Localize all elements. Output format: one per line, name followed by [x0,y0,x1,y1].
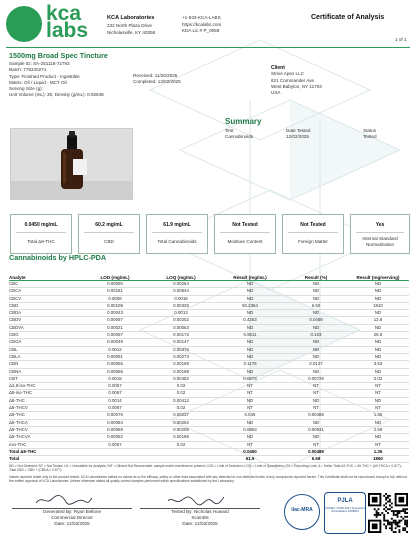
table-cell: 6.50 [285,302,347,309]
table-cell: 0.4253 [215,317,285,324]
handwritten-signature-icon [166,493,226,507]
table-cell: NT [215,390,285,397]
table-cell: 0.02 [147,390,215,397]
table-cell: CBGA [9,339,83,346]
table-cell: 0.9511 [215,332,285,339]
table-cell: 0.00544 [147,288,215,295]
table-cell: ND [215,434,285,441]
table-cell: 1.35 [347,448,409,455]
handwritten-signature-icon [34,493,94,507]
table-cell: ND [285,397,347,404]
table-cell: ND [215,346,285,353]
table-cell: CBN [9,361,83,368]
table-cell: 0.00147 [147,339,215,346]
cannabinoids-table [9,266,409,463]
table-row [9,295,409,302]
table-cell: 0.00084 [83,419,147,426]
table-cell [83,456,147,463]
signature-block-tested [140,509,260,527]
pjla-accreditation: ISO/IEC 17025:2017 Accredited [325,506,365,510]
lab-address [107,23,155,36]
table-cell: NT [347,383,409,390]
table-cell: 0.0014 [83,397,147,404]
lab-license: KDA Lic.# P_0058 [182,28,220,33]
table-cell: 6.68 [285,456,347,463]
table-cell: 0.00186 [147,434,215,441]
box-label: Total Cannabinoids [157,239,197,244]
signer-date: Date: 12/02/2025 [54,521,90,526]
column-header: Result (mg/serving) [347,266,409,281]
address-line-1: 232 North Plaza Drive [107,23,152,28]
table-cell: 0.0127 [285,361,347,368]
lab-website[interactable]: https://kcalabs.com [182,21,222,27]
table-cell: ND [347,281,409,288]
cannabinoids-title: Cannabinoids by HPLC-PDA [9,253,107,262]
table-cell: 0.0067 [83,390,147,397]
table-cell: CBDA [9,310,83,317]
ilac-text: ilac-MRA [291,507,313,513]
logo-text-bottom: labs [46,19,89,42]
table-cell: 1810 [347,302,409,309]
table-cell: 0.0018 [147,295,215,302]
table-row [9,339,409,346]
column-header: Result (%) [285,266,347,281]
box-divider [84,232,134,233]
table-cell: Δ8-THC [9,397,83,404]
table-cell: 0.00108 [83,302,147,309]
table-cell: Δ8-iso-THC [9,390,83,397]
table-row [9,346,409,353]
table-cell: Δ4,8-iso-THC [9,383,83,390]
table-row [9,426,409,433]
table-cell: ND [215,353,285,360]
box-value: 61.9 mg/mL [163,222,191,228]
table-cell: 0.00273 [147,353,215,360]
summary-test-header: Test [225,128,234,133]
table-cell: ND [285,368,347,375]
cannabinoids-table-body [9,281,409,463]
table-cell: ND [285,324,347,331]
table-cell: ND [285,339,347,346]
column-header: LOD (mg/mL) [83,266,147,281]
table-cell: 0.00325 [147,302,215,309]
table-cell: ND [215,281,285,288]
table-total-row [9,456,409,463]
table-cell: 0.0015 [83,375,147,382]
header-divider [6,47,410,48]
table-cell: Total Δ9-THC [9,448,83,455]
table-cell: ND [285,288,347,295]
table-row [9,397,409,404]
table-total-row [9,448,409,455]
table-cell: CBD [9,302,83,309]
summary-test-column [225,128,253,141]
table-cell: 0.00067 [83,317,147,324]
table-cell: ND [347,419,409,426]
table-cell: NT [347,441,409,448]
table-cell: CBDVA [9,324,83,331]
qr-code-icon[interactable] [368,493,408,533]
summary-title: Summary [225,117,262,126]
result-box-total-cannabinoids [146,214,208,254]
table-cell: 0.0067 [83,383,147,390]
table-cell: ND [285,281,347,288]
unit-volume: Unit Volume (mL): 30, Density (g/mL): 0.92648 [9,92,104,98]
summary-status-header: Status [363,128,377,133]
table-cell: ND [347,368,409,375]
result-box-foreign-matter [282,214,344,254]
table-cell: ND [347,346,409,353]
table-cell: 0.0012 [83,346,147,353]
pjla-text: PJLA [337,498,353,504]
column-header: LOQ (mg/mL) [147,266,215,281]
table-cell: 0.0067 [83,441,147,448]
table-cell: ND [285,419,347,426]
box-divider [16,232,66,233]
table-cell: ND [215,397,285,404]
table-cell: 0.0673 [215,375,285,382]
table-cell: Δ9-THC [9,412,83,419]
table-cell: NT [215,441,285,448]
product-info [9,61,104,99]
table-cell: 0.00486 [285,412,347,419]
table-cell: 0.0006 [83,295,147,302]
table-cell: 0.00726 [285,375,347,382]
tincture-bottle-image [11,129,132,199]
table-cell [83,448,147,455]
box-value: Not Tested [232,222,258,228]
table-cell: Δ9-THCA [9,419,83,426]
page-number: 1 of 1 [395,37,407,42]
summary-test-value: Cannabinoids [225,134,254,140]
table-cell: 0.00412 [147,397,215,404]
table-cell: ND [215,419,285,426]
ilac-mra-badge [284,494,320,530]
table-row [9,281,409,288]
table-row [9,310,409,317]
summary-date-header: Date Tested [286,128,311,133]
table-row [9,383,409,390]
signer-role: Scientist [191,515,209,520]
client-line: West Babylon, NY 11704 [271,83,322,89]
table-cell: 0.00169 [147,361,215,368]
sample-id: Sample ID: SA-251118-72793 [9,61,70,66]
table-cell: Total [9,456,83,463]
table-row [9,390,409,397]
client-line: USA [271,90,281,96]
table-cell: 0.00202 [147,317,215,324]
table-row [9,441,409,448]
table-row [9,405,409,412]
table-cell: ND [285,310,347,317]
dates [133,73,181,86]
table-cell: 0.00049 [83,339,147,346]
table-cell: ND [347,288,409,295]
product-photo [10,128,133,200]
table-cell: NT [285,390,347,397]
document-title: Certificate of Analysis [311,14,385,21]
signer-name: Generated By: Ryan Bellone [42,509,102,514]
signer-role: Commercial Director [51,515,93,520]
summary-date-column [286,128,310,141]
table-footnote: ND = Not Detected; NT = Not Tested; LN = Unsuitable for Analysis; INF = Diluted Not Recoverable; sample matrix interference present; LOD = Limit of Detection; LOQ = Limit of Quantitation; RL = Reporting Limit; Δ = Delta; Total Δ9-THC = Δ9-THC + (Δ9-THCA × 0.877); Total CBD = CBD + (CBDA × 0.877) [9,464,402,473]
table-cell: 0.00076 [83,412,147,419]
box-divider [356,232,405,233]
table-cell: 0.02 [147,405,215,412]
table-cell: CBT [9,375,83,382]
table-cell: 0.00056 [83,361,147,368]
table-cell: exo-THC [9,441,83,448]
table-row [9,412,409,419]
table-row [9,419,409,426]
box-label: Moisture Content [227,239,263,244]
client-line: 621 Commander Ave [271,77,315,83]
table-cell: 0.00172 [147,332,215,339]
product-type: Type: Finished Product - Ingestible [9,73,80,79]
table-cell: ND [215,288,285,295]
table-cell: ND [285,434,347,441]
table-cell: 0.00057 [83,332,147,339]
table-cell: 0.0459 [285,317,347,324]
table-cell: 0.00091 [83,353,147,360]
table-cell: CBC [9,281,83,288]
result-box-cbd [78,214,140,254]
client-info [271,65,322,96]
signature-block-generated [12,509,132,527]
table-cell: 0.045 [215,412,285,419]
table-cell: 3.53 [347,361,409,368]
table-cell: 2.59 [347,426,409,433]
result-box-normalization [350,214,410,254]
box-value: Yes [375,222,385,228]
table-cell: 2.02 [347,375,409,382]
table-cell: 61.9 [215,456,285,463]
product-title: 1500mg Broad Spec Tincture [9,51,108,60]
table-row [9,332,409,339]
lab-phone: +1-833-KCA-LABS [182,15,221,20]
batch: Batch: 778240271 [9,67,47,73]
table-cell: NT [285,383,347,390]
table-cell: 0.00264 [147,281,215,288]
kca-logo-text [46,2,106,42]
table-cell: 0.00063 [147,324,215,331]
table-cell: 0.00486 [285,448,347,455]
table-cell: 0.00181 [83,288,147,295]
box-label: Total Δ9-THC [27,239,55,244]
table-cell: NT [215,383,285,390]
table-row [9,317,409,324]
table-row [9,434,409,441]
summary-status-value: Tested [363,134,377,140]
table-cell: ND [347,324,409,331]
table-cell: ND [285,346,347,353]
kca-logo-mark [6,6,42,42]
table-row [9,324,409,331]
box-label: Foreign Matter [298,239,328,244]
table-cell: ND [347,295,409,302]
table-row [9,302,409,309]
table-cell: NT [347,390,409,397]
completed-date: Completed: 12/02/2025 [133,79,181,85]
table-cell: ND [215,310,285,317]
logo-text-top: kca [46,2,82,25]
table-cell: 12.8 [347,317,409,324]
table-cell: Δ9-THCV [9,426,83,433]
table-cell: CBNA [9,368,83,375]
table-cell [147,448,215,455]
box-label: CBD [104,239,114,244]
client-label: Client [271,65,285,71]
result-box-moisture [214,214,276,254]
box-label: Internal Standard Normalization [362,236,398,247]
box-value: Not Tested [300,222,326,228]
table-cell: CBL [9,346,83,353]
column-header: Analyte [9,266,83,281]
table-cell [147,456,215,463]
summary-date-value: 12/02/2025 [286,134,309,140]
table-cell: 0.1178 [215,361,285,368]
table-cell: ND [215,368,285,375]
table-cell: 1.35 [347,412,409,419]
summary-status-column [363,128,377,141]
table-cell: 0.00376 [147,346,215,353]
table-cell: 0.00237 [147,412,215,419]
table-cell: 0.02 [147,383,215,390]
table-cell: 0.0450 [215,448,285,455]
table-cell: 0.0013 [147,310,215,317]
table-cell: CBLA [9,353,83,360]
table-cell: CBCV [9,295,83,302]
table-cell: 0.00066 [83,368,147,375]
table-cell: 0.0863 [215,426,285,433]
table-cell: ND [215,324,285,331]
table-cell: 0.00206 [147,426,215,433]
table-header-row [9,266,409,281]
table-cell: 0.00021 [83,324,147,331]
box-divider [288,232,338,233]
table-cell: ND [285,353,347,360]
table-cell: Δ9-THCVA [9,434,83,441]
pjla-number: Accreditation #108651 [331,509,359,514]
table-cell: ND [215,295,285,302]
pjla-badge [324,492,366,534]
table-cell: 0.00062 [83,434,147,441]
table-cell: 0.103 [285,332,347,339]
table-cell: 1860 [347,456,409,463]
client-line: Strive Apex LLC [271,71,304,77]
table-row [9,288,409,295]
table-cell: 0.02 [147,441,215,448]
box-divider [220,232,270,233]
table-cell: 60.2364 [215,302,285,309]
table-cell: ND [285,295,347,302]
table-cell: ND [347,397,409,404]
matrix: Matrix: Oil / Liquid - MCT Oil [9,79,67,85]
serving-size: Serving Size (g): [9,86,43,92]
table-cell: ND [347,310,409,317]
received-date: Received: 11/20/2025 [133,73,178,78]
table-row [9,353,409,360]
address-line-2: Nicholasville, KY 40356 [107,29,156,35]
table-cell: NT [347,405,409,412]
disclaimer: Values reported relate only to the product tested. KCA Laboratories makes no claims as to the efficacy, safety or other risks associated with any detected or non-detected levels of any compounds reported herein. This Certificate shall not be reproduced except in full, without the written approval of KCA Laboratories. Unless otherwise stated all quality control samples performed within specifications established by the Laboratory. [9,475,407,484]
table-cell: CBCA [9,288,83,295]
table-cell: ND [347,339,409,346]
lab-contact [182,15,221,35]
table-cell: ND [347,353,409,360]
table-cell: Δ8-THCV [9,405,83,412]
table-cell: NT [285,405,347,412]
table-cell: 0.00043 [83,310,147,317]
table-cell: 0.00931 [285,426,347,433]
table-cell: ND [215,339,285,346]
table-cell: 0.00069 [83,426,147,433]
table-cell: ND [347,434,409,441]
box-divider [152,232,202,233]
table-cell: 0.0067 [83,405,147,412]
signer-name: Tested By: Nicholas Howard [171,509,229,514]
table-cell: 0.00198 [147,368,215,375]
table-row [9,368,409,375]
box-value: 0.0450 mg/mL [24,222,58,228]
table-cell: 28.5 [347,332,409,339]
result-box-total-thc [10,214,72,254]
table-cell: 0.00252 [147,419,215,426]
table-cell: CBDV [9,317,83,324]
lab-name: KCA Laboratories [107,15,155,21]
table-cell: CBG [9,332,83,339]
column-header: Result (mg/mL) [215,266,285,281]
signer-date: Date: 12/02/2025 [182,521,218,526]
table-cell: NT [285,441,347,448]
table-row [9,361,409,368]
table-cell: NT [215,405,285,412]
table-cell: 0.00452 [147,375,215,382]
table-cell: 0.00090 [83,281,147,288]
box-value: 60.2 mg/mL [95,222,123,228]
table-row [9,375,409,382]
